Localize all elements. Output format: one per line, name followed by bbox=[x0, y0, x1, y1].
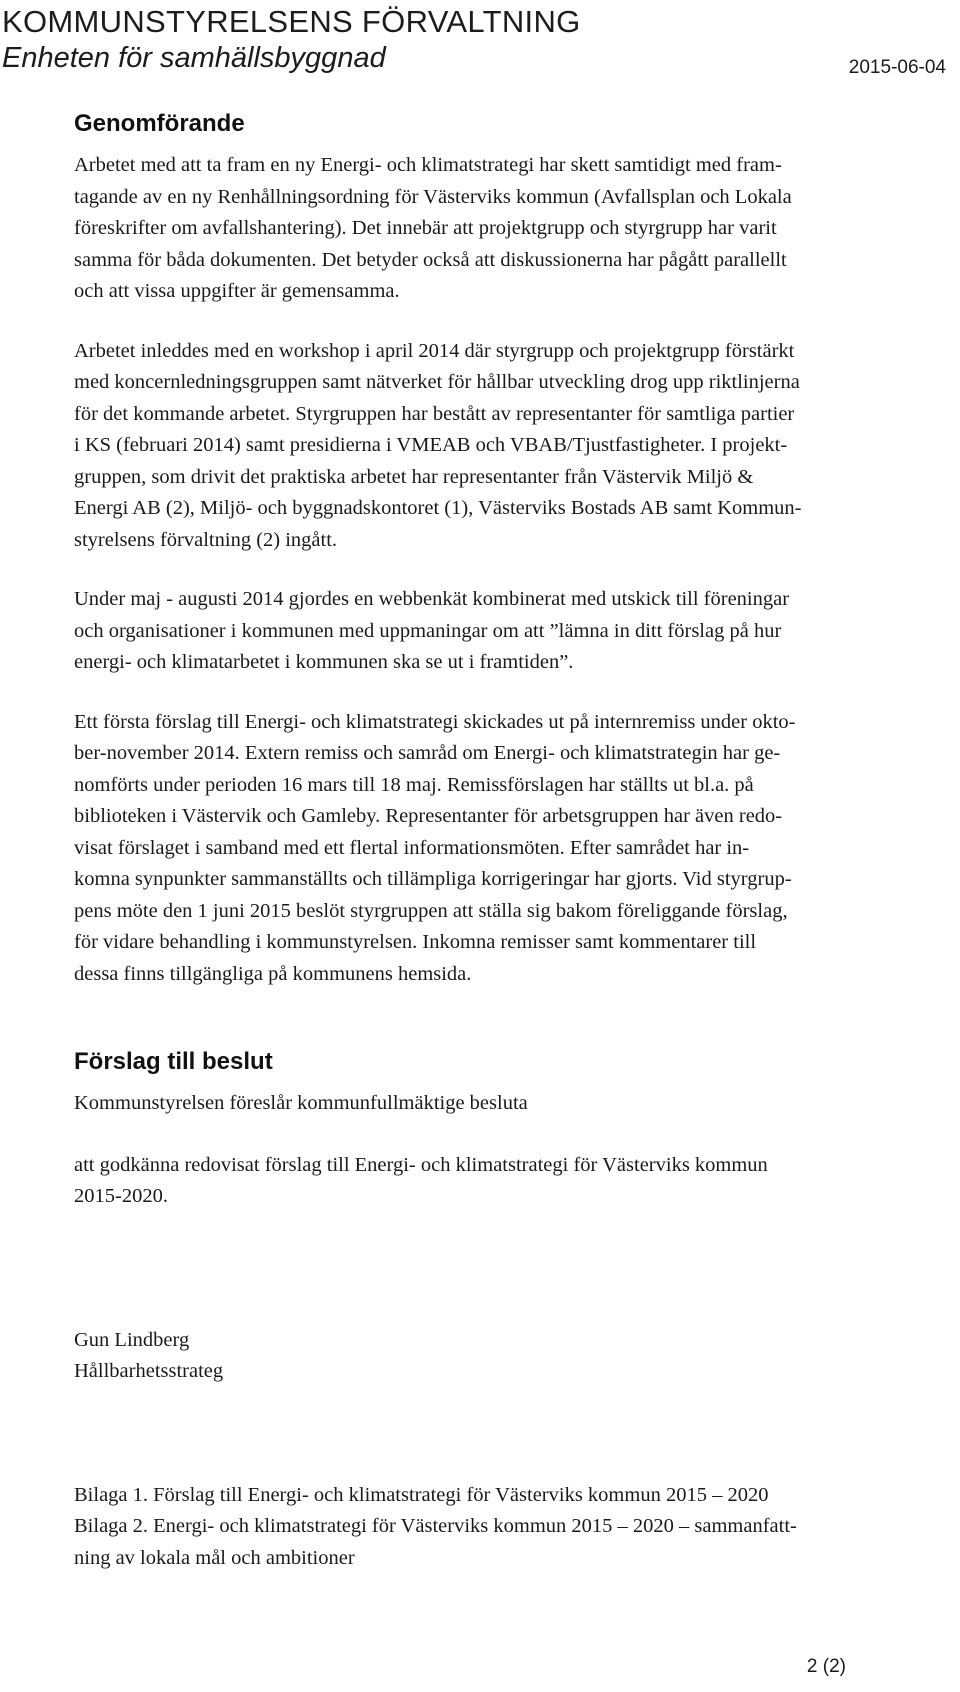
attachment-item: Bilaga 2. Energi- och klimatstrategi för Västerviks kommun 2015 – 2020 – sammanfatt- bbox=[74, 1515, 797, 1537]
text-line: 2015-2020. bbox=[74, 1185, 168, 1207]
attachment-item: ning av lokala mål och ambitioner bbox=[74, 1546, 355, 1569]
text-line: nomförts under perioden 16 mars till 18 maj. Remissförslagen har ställts ut bl.a. på bbox=[74, 773, 754, 796]
paragraph-1 bbox=[74, 150, 944, 308]
signature-title: Hållbarhetsstrateg bbox=[74, 1360, 224, 1382]
unit-header: Enheten för samhällsbyggnad bbox=[2, 42, 386, 74]
text-line: att godkänna redovisat förslag till Energi- och klimatstrategi för Västerviks kommun bbox=[74, 1153, 768, 1176]
page-number: 2 (2) bbox=[806, 1656, 846, 1677]
text-line: föreskrifter om avfallshantering). Det innebär att projektgrupp och styrgrupp har varit bbox=[74, 217, 777, 239]
decision-intro bbox=[74, 1088, 944, 1120]
text-line: och att vissa uppgifter är gemensamma. bbox=[74, 280, 400, 302]
paragraph-2 bbox=[74, 336, 944, 557]
text-line: Arbetet med att ta fram en ny Energi- och klimatstrategi har skett samtidigt med fram- bbox=[74, 154, 782, 176]
text-line: Kommunstyrelsen föreslår kommunfullmäktige besluta bbox=[74, 1092, 528, 1114]
text-line: Arbetet inleddes med en workshop i april 2014 där styrgrupp och projektgrupp förstärkt bbox=[74, 339, 795, 362]
text-line: och organisationer i kommunen med uppmaningar om att ”lämna in ditt förslag på hur bbox=[74, 619, 782, 642]
section-heading-genomforande: Genomförande bbox=[74, 110, 245, 137]
text-line: för vidare behandling i kommunstyrelsen. Inkomna remisser samt kommentarer till bbox=[74, 931, 757, 953]
attachment-item: Bilaga 1. Förslag till Energi- och klimatstrategi för Västerviks kommun 2015 – 2020 bbox=[74, 1483, 769, 1506]
text-line: med koncernledningsgruppen samt nätverket för hållbar utveckling drog upp riktlinjerna bbox=[74, 371, 800, 393]
text-line: visat förslaget i samband med ett flertal informationsmöten. Efter samrådet har in- bbox=[74, 836, 750, 859]
section-heading-forslag: Förslag till beslut bbox=[74, 1048, 273, 1075]
text-line: för det kommande arbetet. Styrgruppen har bestått av representanter för samtliga partier bbox=[74, 402, 795, 425]
signature-block bbox=[74, 1325, 944, 1388]
attachments-list bbox=[74, 1480, 944, 1575]
text-line: komna synpunkter sammanställts och tillämpliga korrigeringar har gjorts. Vid styrgrup- bbox=[74, 868, 792, 890]
text-line: styrelsens förvaltning (2) ingått. bbox=[74, 528, 338, 551]
text-line: pens möte den 1 juni 2015 beslöt styrgruppen att ställa sig bakom föreliggande förslag, bbox=[74, 899, 788, 922]
text-line: tagande av en ny Renhållningsordning för Västerviks kommun (Avfallsplan och Lokala bbox=[74, 185, 792, 208]
decision-text bbox=[74, 1150, 944, 1213]
text-line: Under maj - augusti 2014 gjordes en webbenkät kombinerat med utskick till föreningar bbox=[74, 588, 790, 610]
text-line: samma för båda dokumenten. Det betyder också att diskussionerna har pågått parallellt bbox=[74, 248, 787, 271]
text-line: Energi AB (2), Miljö- och byggnadskontoret (1), Västerviks Bostads AB samt Kommun- bbox=[74, 497, 802, 519]
document-body bbox=[74, 110, 944, 1574]
text-line: energi- och klimatarbetet i kommunen ska se ut i framtiden”. bbox=[74, 651, 574, 673]
text-line: Ett första förslag till Energi- och klimatstrategi skickades ut på internremiss under okto- bbox=[74, 710, 796, 733]
text-line: i KS (februari 2014) samt presidierna i VMEAB och VBAB/Tjustfastigheter. I projekt- bbox=[74, 434, 788, 456]
text-line: gruppen, som drivit det praktiska arbetet har representanter från Västervik Miljö & bbox=[74, 465, 754, 488]
text-line: dessa finns tillgängliga på kommunens hemsida. bbox=[74, 962, 472, 985]
paragraph-3 bbox=[74, 584, 944, 679]
signature-name: Gun Lindberg bbox=[74, 1328, 190, 1351]
text-line: ber-november 2014. Extern remiss och samråd om Energi- och klimatstrategin har ge- bbox=[74, 742, 781, 764]
organization-header: KOMMUNSTYRELSENS FÖRVALTNING bbox=[2, 4, 581, 39]
text-line: biblioteken i Västervik och Gamleby. Representanter för arbetsgruppen har även redo- bbox=[74, 805, 783, 827]
document-date: 2015-06-04 bbox=[848, 57, 946, 78]
paragraph-4 bbox=[74, 707, 944, 991]
